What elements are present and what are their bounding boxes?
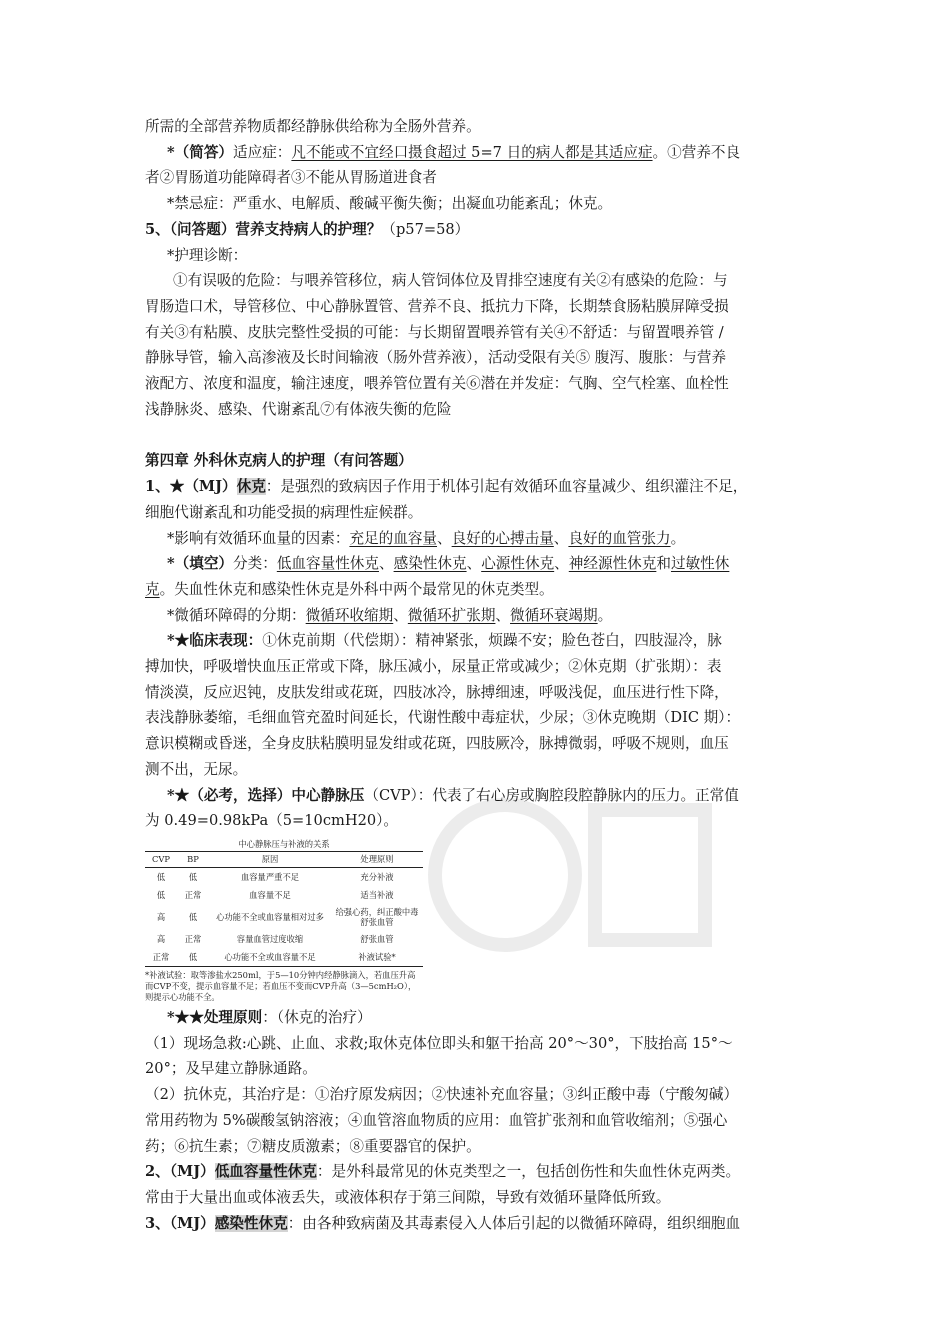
table-cell: 适当补液 (360, 889, 394, 900)
text-line: 所需的全部营养物质都经静脉供给称为全肠外营养。 (145, 118, 481, 135)
table-cell: 低 (188, 911, 198, 922)
table-cell: 正常 (152, 951, 170, 962)
table-cell: 给强心药，纠正酸中毒 舒张血管 (335, 906, 419, 927)
column-header: 原因 (261, 854, 279, 865)
text-line: 1、★（MJ）休克：是强烈的致病因子作用于机体引起有效循环血容量减少、组织灌注不足， (145, 478, 748, 496)
text-line: （2）抗休克，其治疗是：①治疗原发病因；②快速补充血容量；③纠正酸中毒（宁酸匆碱） (145, 1086, 739, 1104)
text-line: 常用药物为 5%碳酸氢钠溶液；④血管溶血物质的应用：血管扩张剂和血管收缩剂；⑤强心 (145, 1111, 728, 1129)
table-cell: 舒张血管 (360, 933, 394, 944)
text-line: 情淡漠，反应迟钝，皮肤发绀或花斑，四肢冰冷，脉搏细速，呼吸浅促，血压进行性下降， (145, 683, 729, 701)
text-line: 有关③有粘膜、皮肤完整性受损的可能：与长期留置喂养管有关④不舒适：与留置喂养管 / (145, 323, 724, 341)
table-cell: 低 (156, 871, 166, 882)
table-cell: 心功能不全或血容量相对过多 (216, 911, 324, 922)
table-cell: 正常 (184, 933, 202, 944)
document-body (145, 114, 815, 1236)
text-line: ①有误吸的危险：与喂养管移位，病人管饲体位及胃排空速度有关②有感染的危险：与 (173, 272, 728, 290)
table-footnote: *补液试验：取等渗盐水250ml，于5—10分钟内经静脉滴入，若血压升高而CVP不变，提示血容量不足；若血压不变而CVP升高（3—5cmH₂O），则提示心功能不全。 (145, 969, 417, 1002)
table-cell: 高 (156, 933, 166, 944)
text-line: 表浅静脉萎缩，毛细血管充盈时间延长，代谢性酸中毒症状，少尿；③休克晚期（DIC 期）： (145, 709, 741, 727)
cvp-table (145, 851, 423, 967)
table-cell: 心功能不全或血容量不足 (224, 951, 316, 962)
column-header: CVP (152, 854, 170, 865)
text-line: *★（必考，选择）中心静脉压（CVP）：代表了右心房或胸腔段腔静脉内的压力。正常值 (167, 786, 739, 804)
text-line: 药；⑥抗生素；⑦糖皮质激素；⑧重要器官的保护。 (145, 1137, 481, 1155)
table-cell: 血容量严重不足 (240, 871, 300, 882)
table-cell: 充分补液 (360, 871, 394, 882)
text-line: 搏加快，呼吸增快血压正常或下降，脉压减小，尿量正常或减少；②休克期（扩张期）：表 (145, 658, 722, 676)
text-line: *微循环障碍的分期：微循环收缩期、微循环扩张期、微循环衰竭期。 (167, 606, 613, 624)
table-cell: 高 (156, 911, 166, 922)
table-cell: 低 (156, 889, 166, 900)
table-cell: 低 (188, 871, 198, 882)
text-line: *护理诊断： (167, 246, 248, 264)
table-cell: 低 (188, 951, 198, 962)
table-row (145, 948, 423, 967)
text-line: 20°；及早建立静脉通路。 (145, 1060, 317, 1078)
text-line: 静脉导管，输入高渗液及长时间输液（肠外营养液），活动受限有关⑤ 腹泻、腹胀：与营养 (145, 349, 727, 367)
text-line: 3、（MJ）感染性休克：由各种致病菌及其毒素侵入人体后引起的以微循环障碍，组织细胞血 (145, 1214, 741, 1232)
column-header: BP (187, 854, 199, 865)
column-header: 处理原则 (360, 854, 394, 865)
text-line: 常由于大量出血或体液丢失，或液体积存于第三间隙，导致有效循环量降低所致。 (145, 1188, 671, 1206)
table-row (145, 904, 423, 930)
cvp-table-figure (145, 838, 423, 1003)
chapter-title: 第四章 外科休克病人的护理（有问答题） (145, 452, 413, 470)
table-cell: 正常 (184, 889, 202, 900)
text-line: 2、（MJ）低血容量性休克：是外科最常见的休克类型之一，包括创伤性和失血性休克两类。 (145, 1163, 741, 1181)
table-row (145, 867, 423, 886)
table-cell: 补液试验* (358, 951, 396, 962)
text-line: 意识模糊或昏迷，全身皮肤粘膜明显发绀或花斑，四肢厥冷，脉搏微弱，呼吸不规则，血压 (145, 735, 729, 753)
text-line: *（简答）适应症：凡不能或不宜经口摄食超过 5=7 日的病人都是其适应症。①营养不良 (167, 143, 741, 161)
text-line: 测不出，无尿。 (145, 760, 248, 778)
text-line: 者②胃肠道功能障碍者③不能从胃肠道进食者 (145, 169, 437, 187)
table-cell: 血容量不足 (249, 889, 291, 900)
text-line: *★临床表现：①休克前期（代偿期）：精神紧张，烦躁不安；脸色苍白，四肢湿冷，脉 (167, 632, 722, 650)
text-line: 克。失血性休克和感染性休克是外科中两个最常见的休克类型。 (145, 580, 554, 598)
text-line: *影响有效循环血量的因素：充足的血容量、良好的心搏击量、良好的血管张力。 (167, 529, 686, 547)
table-row (145, 886, 423, 904)
text-line: *（填空）分类：低血容量性休克、感染性休克、心源性休克、神经源性休克和过敏性休 (167, 555, 730, 573)
section-heading: 5、（问答题）营养支持病人的护理？（p57=58） (145, 220, 470, 238)
text-line: （1）现场急救:心跳、止血、求救;取休克体位即头和躯干抬高 20°～30°，下肢抬高 15°～ (145, 1034, 733, 1052)
table-header-row (145, 851, 423, 867)
text-line: 细胞代谢紊乱和功能受损的病理性症候群。 (145, 503, 423, 521)
table-caption: 中心静脉压与补液的关系 (238, 838, 330, 849)
text-line: 为 0.49=0.98kPa（5=10cmH20）。 (145, 812, 399, 830)
text-line: *禁忌症：严重水、电解质、酸碱平衡失衡；出凝血功能紊乱；休克。 (167, 195, 613, 213)
text-line: *★★处理原则：（休克的治疗） (167, 1008, 372, 1026)
text-line: 液配方、浓度和温度，输注速度，喂养管位置有关⑥潜在并发症：气胸、空气栓塞、血栓性 (145, 375, 729, 393)
table-cell: 容量血管过度收缩 (236, 933, 304, 944)
table-row (145, 930, 423, 948)
text-line: 浅静脉炎、感染、代谢紊乱⑦有体液失衡的危险 (145, 400, 452, 418)
paragraph-gap (145, 422, 815, 448)
text-line: 胃肠造口术，导管移位、中心静脉置管、营养不良、抵抗力下降，长期禁食肠粘膜屏障受损 (145, 297, 729, 315)
